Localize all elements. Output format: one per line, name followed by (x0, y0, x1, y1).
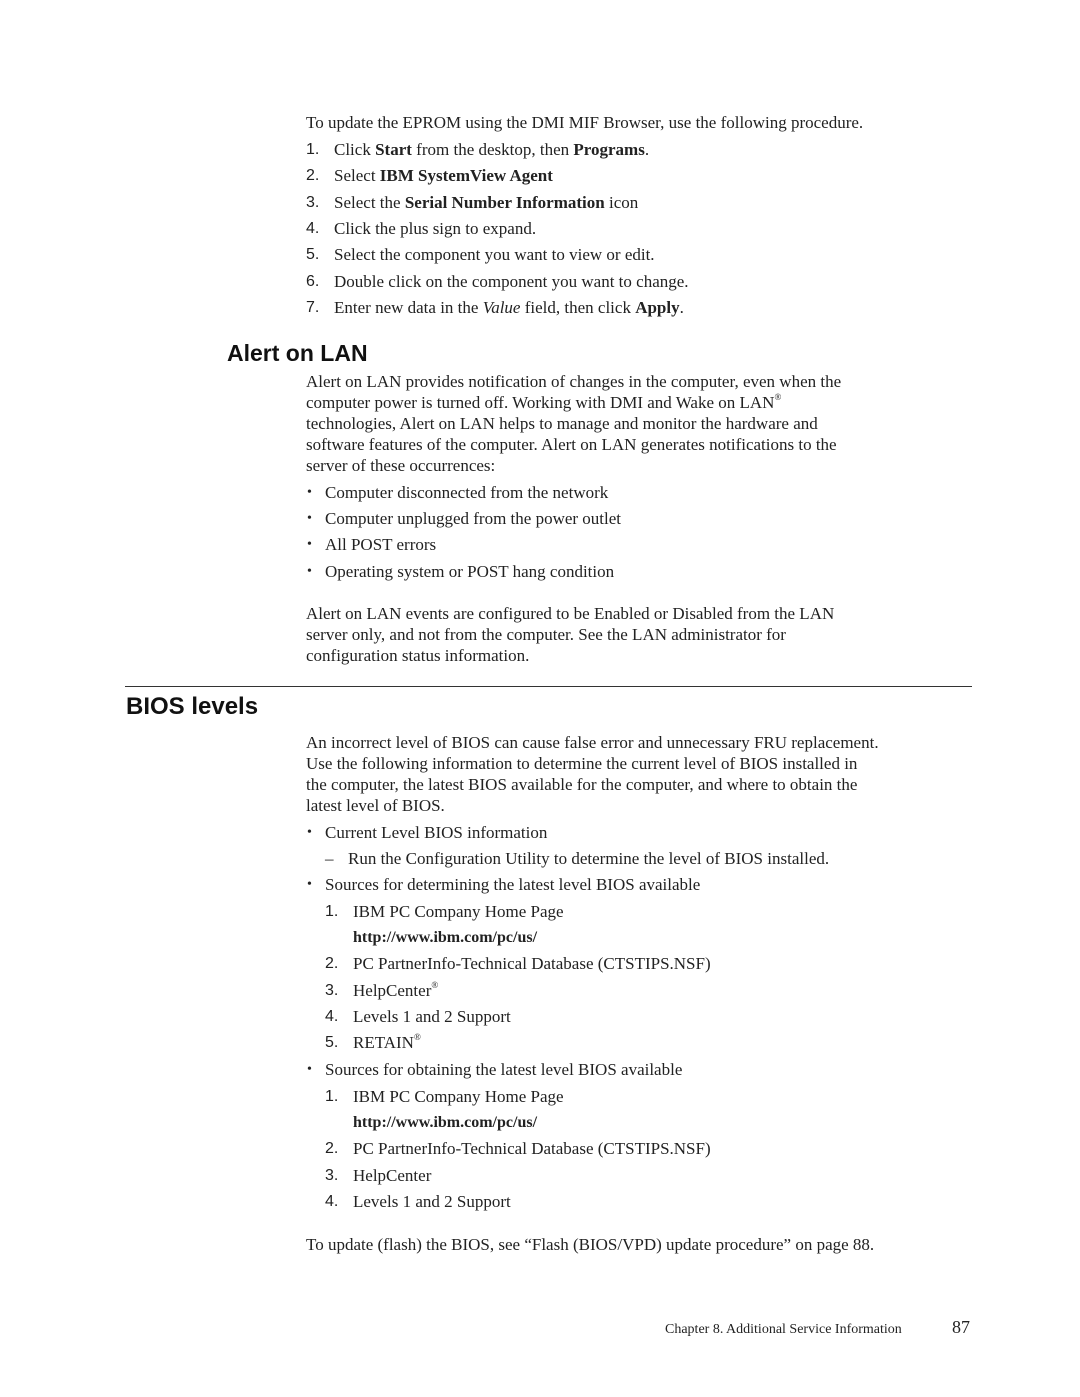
bullet-icon: • (307, 877, 312, 892)
list-number: 5. (325, 1034, 339, 1051)
determine-item: HelpCenter® (353, 980, 439, 1000)
obtain-item: PC PartnerInfo-Technical Database (CTSTIPS.NSF) (353, 1139, 711, 1158)
step-number: 7. (306, 299, 320, 316)
alert-para-line: technologies, Alert on LAN helps to manage and monitor the hardware and (306, 414, 818, 433)
sources-obtaining-item: Sources for obtaining the latest level BIOS available (325, 1060, 683, 1079)
bios-para-line: latest level of BIOS. (306, 796, 445, 815)
list-number: 1. (325, 903, 339, 920)
current-level-subitem: Run the Configuration Utility to determine the level of BIOS installed. (348, 849, 830, 868)
obtain-item: HelpCenter (353, 1166, 432, 1185)
list-number: 4. (325, 1008, 339, 1025)
step-number: 3. (306, 194, 320, 211)
list-number: 2. (325, 1140, 339, 1157)
sources-determining-item: Sources for determining the latest level BIOS available (325, 875, 701, 894)
step-number: 1. (306, 141, 320, 158)
section-divider (125, 686, 972, 687)
ibm-url-link[interactable]: http://www.ibm.com/pc/us/ (353, 1114, 538, 1131)
bullet-icon: • (307, 485, 312, 500)
alert-bullet-item: Computer unplugged from the power outlet (325, 509, 622, 528)
bios-para-line: An incorrect level of BIOS can cause false error and unnecessary FRU replacement. (306, 733, 879, 752)
closing-text: To update (flash) the BIOS, see “Flash (BIOS/VPD) update procedure” on page 88. (306, 1235, 875, 1254)
registered-mark: ® (774, 392, 782, 402)
list-number: 4. (325, 1193, 339, 1210)
bullet-icon: • (307, 564, 312, 579)
step-number: 5. (306, 246, 320, 263)
alert-on-lan-heading: Alert on LAN (227, 340, 368, 366)
step-number: 6. (306, 273, 320, 290)
step-4: Click the plus sign to expand. (334, 219, 537, 238)
step-5: Select the component you want to view or edit. (334, 245, 655, 264)
determine-item: PC PartnerInfo-Technical Database (CTSTIPS.NSF) (353, 954, 711, 973)
step-2: Select IBM SystemView Agent (334, 166, 553, 185)
step-1: Click Start from the desktop, then Programs. (334, 140, 650, 159)
obtain-item: Levels 1 and 2 Support (353, 1192, 511, 1211)
bullet-icon: • (307, 511, 312, 526)
bios-levels-heading: BIOS levels (126, 693, 259, 720)
bullet-icon: • (307, 537, 312, 552)
registered-mark: ® (431, 980, 439, 990)
alert-para2-line: Alert on LAN events are configured to be Enabled or Disabled from the LAN (306, 604, 835, 623)
dash-icon: – (325, 849, 334, 868)
alert-bullet-item: All POST errors (325, 535, 437, 554)
alert-para2-line: server only, and not from the computer. See the LAN administrator for (306, 625, 786, 644)
ibm-url-link[interactable]: http://www.ibm.com/pc/us/ (353, 929, 538, 946)
determine-item: RETAIN® (353, 1032, 421, 1052)
list-number: 3. (325, 1167, 339, 1184)
bullet-icon: • (307, 1062, 312, 1077)
list-number: 1. (325, 1088, 339, 1105)
current-level-item: Current Level BIOS information (325, 823, 548, 842)
alert-para-line: software features of the computer. Alert on LAN generates notifications to the (306, 435, 837, 454)
step-7: Enter new data in the Value field, then click Apply. (334, 298, 684, 317)
obtain-item: IBM PC Company Home Page (353, 1087, 564, 1106)
page-number: 87 (952, 1317, 970, 1337)
bios-para-line: Use the following information to determine the current level of BIOS installed in (306, 754, 858, 773)
alert-para2-line: configuration status information. (306, 646, 530, 665)
bullet-icon: • (307, 825, 312, 840)
list-number: 3. (325, 982, 339, 999)
alert-bullet-item: Operating system or POST hang condition (325, 562, 615, 581)
bios-para-line: the computer, the latest BIOS available for the computer, and where to obtain the (306, 775, 858, 794)
step-3: Select the Serial Number Information icon (334, 193, 639, 212)
alert-bullet-item: Computer disconnected from the network (325, 483, 609, 502)
list-number: 2. (325, 955, 339, 972)
intro-text: To update the EPROM using the DMI MIF Browser, use the following procedure. (306, 113, 864, 132)
alert-para-line: computer power is turned off. Working with DMI and Wake on LAN® (306, 392, 782, 412)
step-number: 2. (306, 167, 320, 184)
step-number: 4. (306, 220, 320, 237)
determine-item: IBM PC Company Home Page (353, 902, 564, 921)
alert-para-line: Alert on LAN provides notification of changes in the computer, even when the (306, 372, 842, 391)
alert-para-line: server of these occurrences: (306, 456, 496, 475)
step-6: Double click on the component you want to change. (334, 272, 689, 291)
determine-item: Levels 1 and 2 Support (353, 1007, 511, 1026)
registered-mark: ® (413, 1032, 421, 1042)
footer-chapter: Chapter 8. Additional Service Information (665, 1322, 902, 1337)
